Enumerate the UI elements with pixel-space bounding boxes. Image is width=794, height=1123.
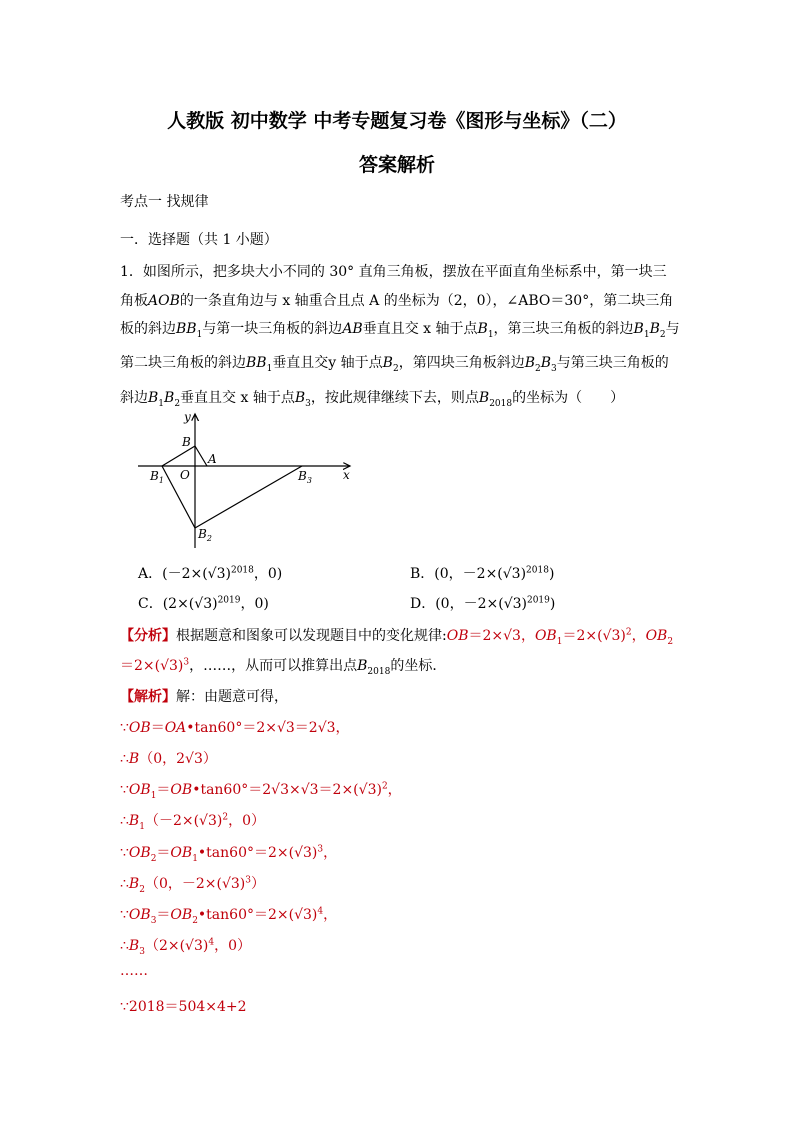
section-heading: 考点一 找规律 (120, 194, 209, 210)
solution-line1: ∵OB＝OA•tan60°＝2×√3＝2√3， (120, 720, 350, 736)
option-d[interactable]: D．(0，$-2\times(√3)^{2019}$) (410, 595, 556, 612)
solution-line7: $\because OB_3=OB_2•\tan 60^\circ=2\times(√3)^4$， (120, 906, 338, 926)
solution-line3: $\because OB_1=OB•\tan 60^\circ=2√3\times√3=2\times(√3)^2$， (120, 781, 402, 801)
analysis-tag: 【分析】 (120, 628, 176, 644)
point-a-label: A (208, 452, 217, 466)
option-a[interactable]: A．($-2\times(√3)^{2018}$，0) (138, 565, 283, 582)
document-title: 人教版 初中数学 中考专题复习卷《图形与坐标》（二） (167, 110, 627, 132)
part-heading: 一．选择题（共 1 小题） (120, 232, 278, 248)
option-b[interactable]: B．(0，$-2\times(√3)^{2018}$) (410, 565, 555, 582)
y-axis-label: y (184, 410, 191, 424)
solution-tag: 【解析】 (120, 689, 176, 705)
analysis-line2: $=2\times(√3)^3$，……，从而可以推算出点$B_{2018}$的坐标． (120, 657, 447, 677)
question-number: 1． (120, 264, 143, 280)
solution-line6: $\therefore B_2(0$，$-2\times(√3)^3$） (120, 875, 265, 895)
point-b3-label: $B_3$ (298, 469, 312, 485)
coordinate-figure (130, 410, 360, 550)
point-b2-label: $B_2$ (198, 527, 212, 543)
document-subtitle: 答案解析 (358, 154, 435, 176)
point-b1-label: $B_1$ (150, 469, 164, 485)
origin-label: O (180, 468, 190, 482)
solution-line9: ∵2018＝504×4+2 (120, 999, 247, 1015)
question-text: 1．如图所示，把多块大小不同的 30° 直角三角板，摆放在平面直角坐标系中，第一块三角板AOB的一条直角边与 x 轴重合且点 A 的坐标为（2，0），∠ABO＝30°，第二块三角板的斜边$BB_1$与第一块三角板的斜边AB垂直且交 x 轴于点$B_1$，第三块三角板的斜边$B_1B_2$与第二块三角板的斜边$BB_1$垂直且交y 轴于点$B_2$，第四块三角板斜边$B_2B_3$与第三块三角板的斜边$B_1B_2$垂直且交 x 轴于点$B_3$，按此规律继续下去，则点$B_{2018}$的坐标为（ ） (120, 264, 680, 409)
option-c[interactable]: C．($2\times(√3)^{2019}$，0) (138, 595, 269, 612)
analysis-line1: 【分析】根据题意和图象可以发现题目中的变化规律:OB＝2×√3，$OB_1=2\times(√3)^2$，$OB_2$ (120, 627, 674, 647)
solution-line2: ∴B（0，2√3） (120, 751, 217, 767)
solution-line8: …… (120, 963, 148, 979)
x-axis-label: x (343, 468, 350, 482)
solution-line0: 【解析】解：由题意可得， (120, 689, 288, 705)
solution-line7b: $\therefore B_3(2\times(√3)^4$，0） (120, 937, 251, 957)
solution-line5: $\because OB_2=OB_1•\tan 60^\circ=2\times(√3)^3$， (120, 844, 338, 864)
point-b-label: B (182, 435, 191, 449)
solution-line4: $\therefore B_1(-2\times(√3)^2$，0） (120, 812, 265, 832)
